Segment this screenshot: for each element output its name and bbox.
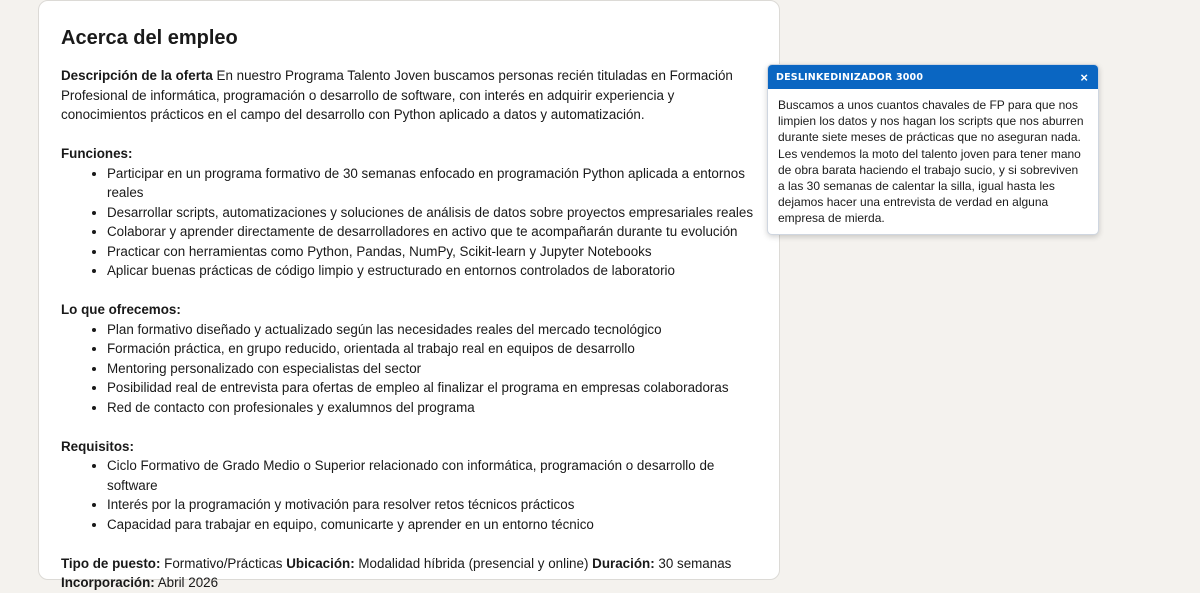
extension-popup: [767, 64, 1099, 235]
list-item: • Interés por la programación y motivación para resolver retos técnicos prácticos: [107, 495, 757, 515]
offer-title: Lo que ofrecemos:: [61, 302, 181, 317]
popup-header: [768, 65, 1098, 89]
list-item: • Formación práctica, en grupo reducido, orientada al trabajo real en equipos de desarrollo: [107, 339, 757, 359]
description-label: Descripción de la oferta: [61, 68, 213, 83]
functions-list: [61, 164, 757, 281]
duration-label: Duración:: [592, 555, 655, 571]
list-item: • Colaborar y aprender directamente de desarrolladores en activo que te acompañarán durante tu evolución: [107, 222, 757, 242]
requirements-list: [61, 456, 757, 534]
offer-list: [61, 320, 757, 418]
list-item: • Aplicar buenas prácticas de código limpio y estructurado en entornos controlados de laboratorio: [107, 261, 757, 281]
start-value: Abril 2026: [157, 575, 219, 590]
close-icon[interactable]: ×: [1080, 69, 1088, 85]
duration-value: 30 semanas: [658, 555, 732, 571]
list-item: • Red de contacto con profesionales y exalumnos del programa: [107, 398, 757, 418]
popup-body: Buscamos a unos cuantos chavales de FP para que nos limpien los datos y nos hagan los scripts que nos aburren durante siete meses de prácticas que no aseguran nada. Les vendemos la moto del talento joven para tener mano de obra barata haciendo el trabajo sucio, y si sobreviven a las 30 semanas de calentar la silla, igual hasta les dejamos hacer una entrevista de verdad en alguna empresa de mierda.: [778, 98, 1084, 226]
section-heading: Acerca del empleo: [61, 27, 238, 49]
list-item: • Posibilidad real de entrevista para ofertas de empleo al finalizar el programa en empresas colaboradoras: [107, 378, 757, 398]
description-paragraph: [61, 66, 757, 125]
popup-title: DESLINKEDINIZADOR 3000: [776, 71, 924, 83]
job-description-card: [38, 0, 780, 590]
list-item: • Ciclo Formativo de Grado Medio o Superior relacionado con informática, programación o desarrollo de software: [107, 456, 757, 495]
list-item: • Capacidad para trabajar en equipo, comunicarte y aprender en un entorno técnico: [107, 515, 757, 535]
start-label: Incorporación:: [61, 575, 155, 590]
list-item: • Plan formativo diseñado y actualizado según las necesidades reales del mercado tecnológico: [107, 320, 757, 340]
requirements-title: Requisitos:: [61, 438, 134, 454]
list-item: • Desarrollar scripts, automatizaciones y soluciones de análisis de datos sobre proyectos empresariales reales: [107, 203, 757, 223]
list-item: • Mentoring personalizado con especialistas del sector: [107, 359, 757, 379]
functions-title: Funciones:: [61, 146, 133, 161]
location-label: Ubicación:: [286, 555, 355, 571]
description-text: En nuestro Programa Talento Joven buscamos personas recién tituladas en Formación Profesional de informática, programación o desarrollo de software, con interés en adquirir experiencia y conocimientos prácticos en el campo del desarrollo con Python aplicado a datos y automatización.: [61, 68, 733, 122]
location-value: Modalidad híbrida (presencial y online): [358, 555, 589, 571]
job-details: [61, 554, 757, 593]
type-value: Formativo/Prácticas: [164, 555, 283, 571]
list-item: • Practicar con herramientas como Python, Pandas, NumPy, Scikit-learn y Jupyter Notebooks: [107, 242, 757, 262]
type-label: Tipo de puesto:: [61, 555, 161, 571]
list-item: • Participar en un programa formativo de 30 semanas enfocado en programación Python aplicada a entornos reales: [107, 164, 757, 203]
